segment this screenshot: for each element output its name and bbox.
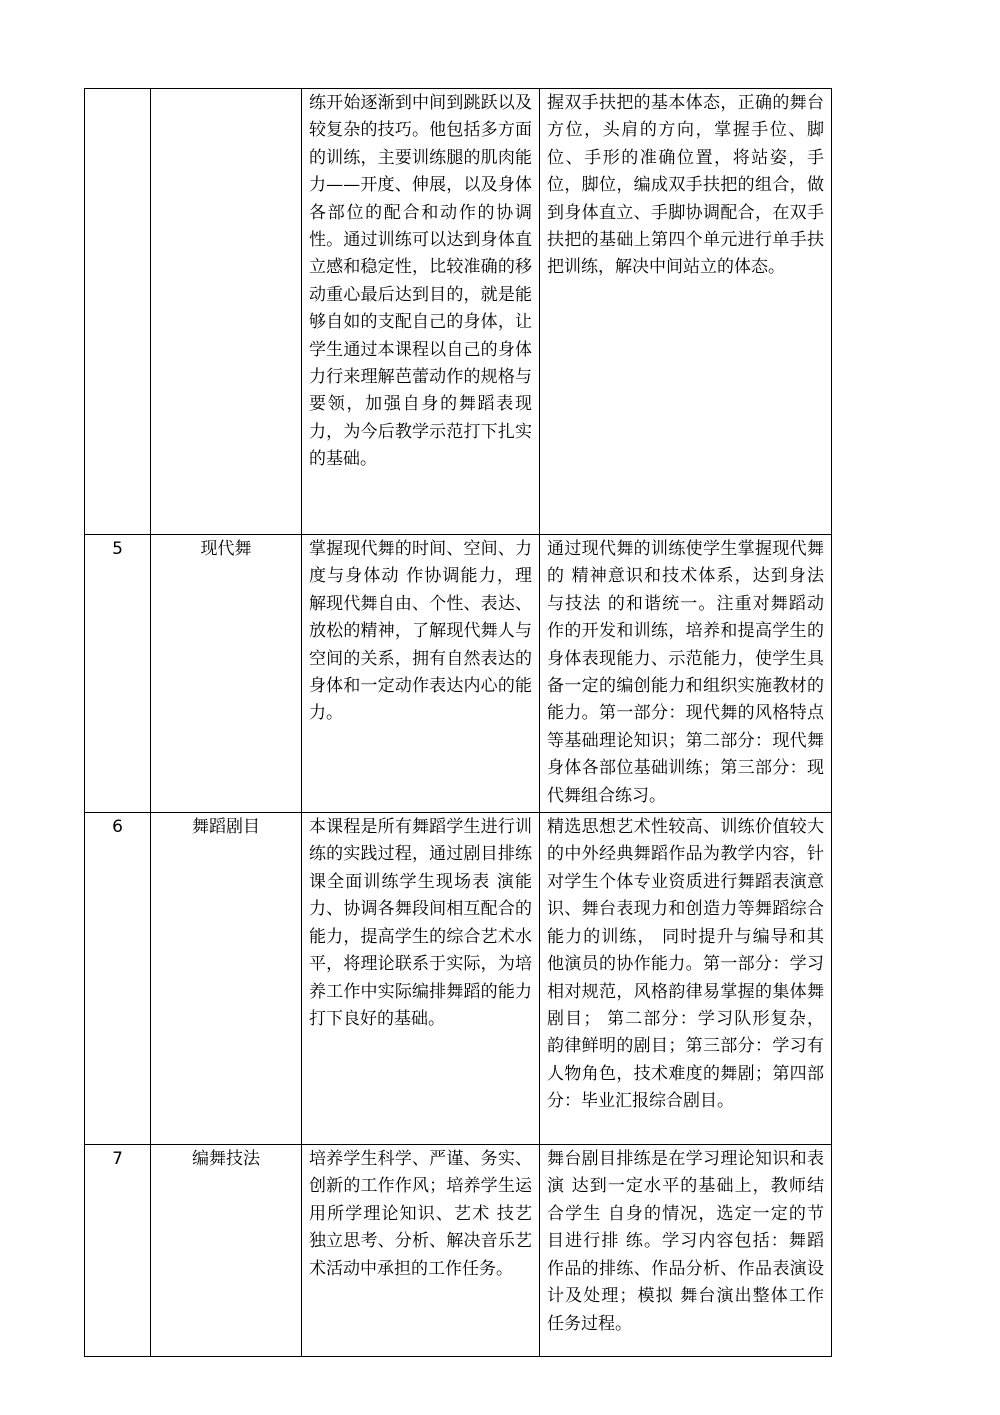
course-objective: 练开始逐渐到中间到跳跃以及较复杂的技巧。他包括多方面的训练，主要训练腿的肌肉能力——开度、伸展，以及身体各部位的配合和动作的协调性。通过训练可以达到身体直立感和稳定性，比较准确的移动重心最后达到目的，就是能够自如的支配自己的身体，让学生通过本课程以自己的身体力行来理解芭蕾动作的规格与要领，加强自身的舞蹈表现力，为今后教学示范打下扎实的基础。 bbox=[302, 89, 540, 535]
course-name: 现代舞 bbox=[151, 535, 302, 813]
table-row bbox=[85, 813, 832, 1145]
course-name: 舞蹈剧目 bbox=[151, 813, 302, 1145]
course-name bbox=[151, 89, 302, 535]
course-objective: 掌握现代舞的时间、空间、力度与身体动 作协调能力，理解现代舞自由、个性、表达、放松的精神，了解现代舞人与空间的关系，拥有自然表达的身体和一定动作表达内心的能力。 bbox=[302, 535, 540, 813]
course-objective: 培养学生科学、严谨、务实、创新的工作作风；培养学生运用所学理论知识、艺术 技艺独立思考、分析、解决音乐艺术活动中承担的工作任务。 bbox=[302, 1145, 540, 1357]
table-row bbox=[85, 535, 832, 813]
course-content: 通过现代舞的训练使学生掌握现代舞的 精神意识和技术体系，达到身法与技法 的和谐统一。注重对舞蹈动作的开发和训练，培养和提高学生的身体表现能力、示范能力，使学生具备一定的编创能力和组织实施教材的能力。第一部分：现代舞的风格特点等基础理论知识；第二部分：现代舞身体各部位基础训练；第三部分：现代舞组合练习。 bbox=[540, 535, 832, 813]
course-table bbox=[84, 88, 832, 1357]
table-row bbox=[85, 89, 832, 535]
course-number: 6 bbox=[85, 813, 151, 1145]
course-name: 编舞技法 bbox=[151, 1145, 302, 1357]
course-content: 握双手扶把的基本体态，正确的舞台方位，头肩的方向，掌握手位、脚位、手形的准确位置，将站姿，手位，脚位，编成双手扶把的组合，做到身体直立、手脚协调配合，在双手扶把的基础上第四个单元进行单手扶把训练，解决中间站立的体态。 bbox=[540, 89, 832, 535]
course-objective: 本课程是所有舞蹈学生进行训练的实践过程，通过剧目排练课全面训练学生现场表 演能力、协调各舞段间相互配合的能力，提高学生的综合艺术水平，将理论联系于实际，为培养工作中实际编排舞蹈的能力打下良好的基础。 bbox=[302, 813, 540, 1145]
course-content: 精选思想艺术性较高、训练价值较大的中外经典舞蹈作品为教学内容，针对学生个体专业资质进行舞蹈表演意识、舞台表现力和创造力等舞蹈综合能力的训练， 同时提升与编导和其他演员的协作能力。第一部分：学习相对规范，风格韵律易掌握的集体舞剧目； 第二部分：学习队形复杂，韵律鲜明的剧目；第三部分：学习有人物角色，技术难度的舞剧；第四部分：毕业汇报综合剧目。 bbox=[540, 813, 832, 1145]
course-number: 5 bbox=[85, 535, 151, 813]
table-row bbox=[85, 1145, 832, 1357]
course-number bbox=[85, 89, 151, 535]
course-content: 舞台剧目排练是在学习理论知识和表演 达到一定水平的基础上，教师结合学生 自身的情况，选定一定的节目进行排 练。学习内容包括：舞蹈作品的排练、作品分析、作品表演设计及处理；模拟 舞台演出整体工作任务过程。 bbox=[540, 1145, 832, 1357]
course-number: 7 bbox=[85, 1145, 151, 1357]
